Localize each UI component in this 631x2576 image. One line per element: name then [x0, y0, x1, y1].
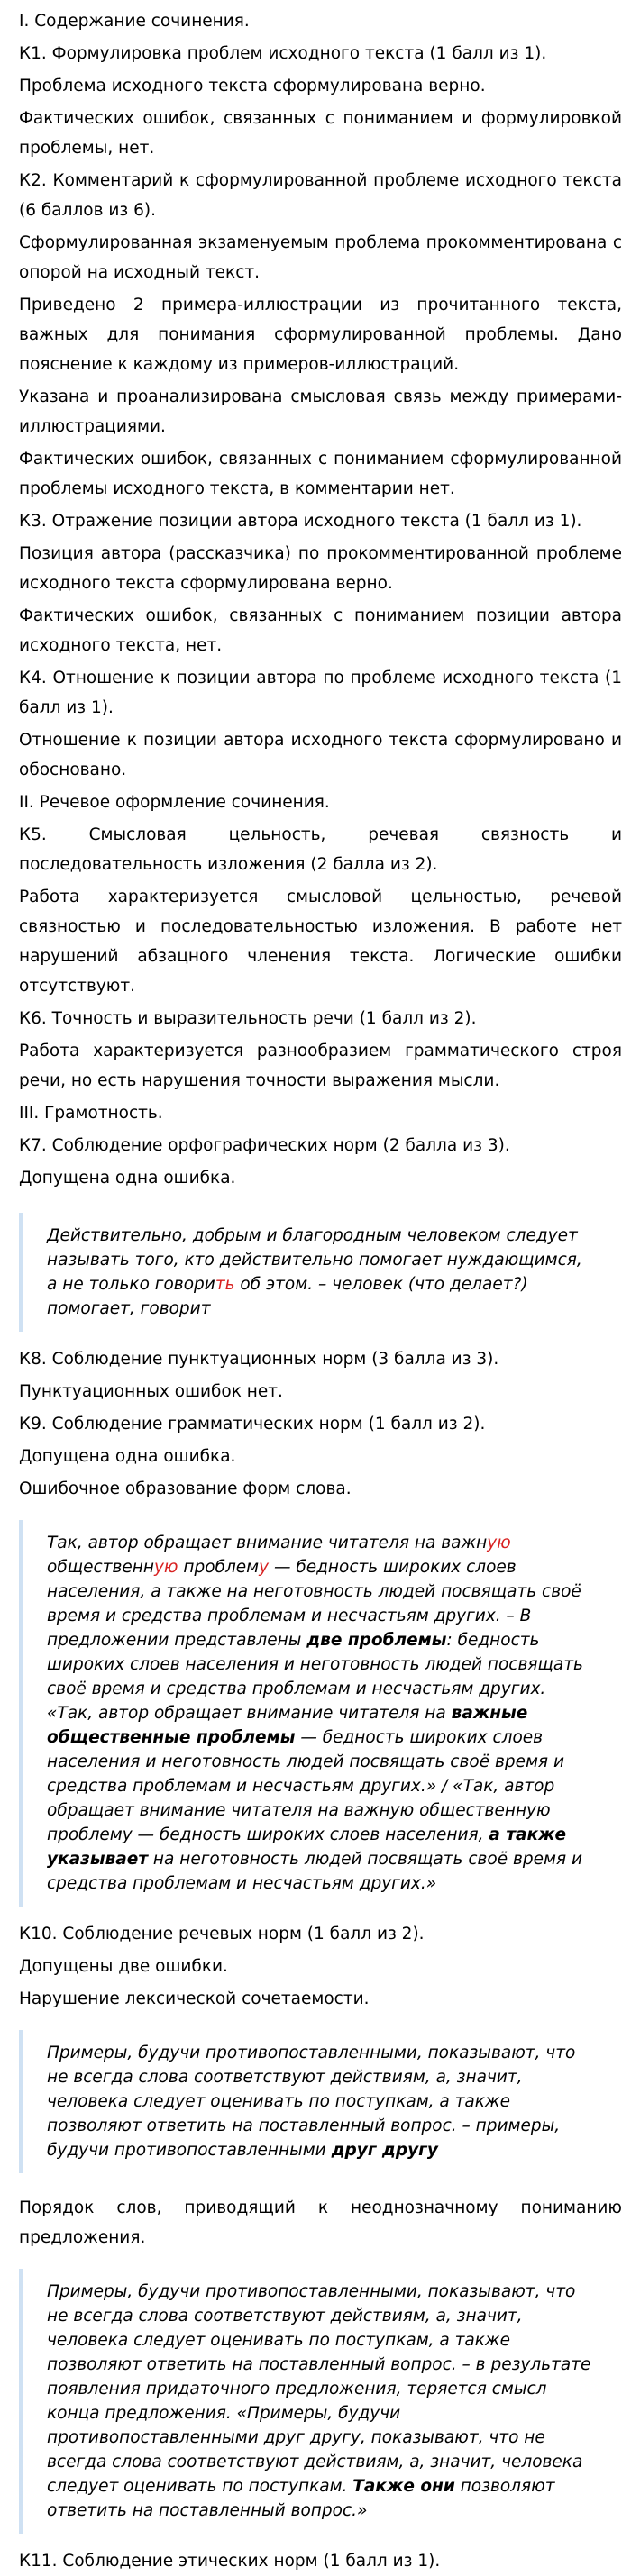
essay-evaluation	[0, 6, 631, 2576]
criterion-k7-comment: Допущена одна ошибка.	[19, 1169, 236, 1188]
criterion-k10-title: К10. Соблюдение речевых норм (1 балл из 2).	[19, 1925, 425, 1943]
bold-emphasis: две проблемы	[306, 1631, 447, 1650]
criterion-k9-title: К9. Соблюдение грамматических норм (1 балл из 2).	[19, 1415, 486, 1434]
section-heading-content: I. Содержание сочинения.	[19, 12, 250, 31]
criterion-k3-title: К3. Отражение позиции автора исходного текста (1 балл из 1).	[19, 512, 582, 531]
criterion-k8-title: К8. Соблюдение пунктуационных норм (3 балла из 3).	[19, 1350, 499, 1369]
criterion-k6-title: К6. Точность и выразительность речи (1 балл из 2).	[19, 1009, 477, 1028]
error-quote-k10-a	[19, 2030, 613, 2173]
criterion-k10-comment: Нарушение лексической сочетаемости.	[19, 1989, 370, 2008]
criterion-k2-title: К2. Комментарий к сформулированной проблеме исходного текста (6 баллов из 6).	[19, 171, 622, 220]
criterion-k7-title: К7. Соблюдение орфографических норм (2 балла из 3).	[19, 1136, 510, 1155]
quote-text: общественн	[47, 1558, 154, 1577]
section-c	[0, 1919, 631, 2014]
criterion-k3-comment: Позиция автора (рассказчика) по прокомментированной проблеме исходного текста сформулирована верно.	[19, 544, 622, 593]
quote-text: Действительно, добрым и благородным человеком следует называть того, кто действительно помогает нуждающимся, а не только говори	[47, 1226, 582, 1294]
criterion-k8-comment: Пунктуационных ошибок нет.	[19, 1382, 283, 1401]
criterion-k4-title: К4. Отношение к позиции автора по проблеме исходного текста (1 балл из 1).	[19, 669, 622, 717]
error-quote-k10-b	[19, 2269, 613, 2534]
section-a	[0, 6, 631, 1193]
bold-emphasis: друг другу	[331, 2141, 438, 2160]
quote-text: на неготовность людей посвящать своё время и средства проблемам и несчастьям других.»	[47, 1850, 582, 1893]
criterion-k9-comment: Допущена одна ошибка.	[19, 1447, 236, 1466]
quote-text: Примеры, будучи противопоставленными, показывают, что не всегда слова соответствуют действиям, а, значит, человека следует оценивать по поступкам, а также позволяют ответить на поставленный вопрос. – в результате появления придаточного предложения, теряется смысл конца предложения. «Примеры, будучи противопоставленными друг другу, показывают, что не всегда слова соответствуют действиям, а, значит, человека следует оценивать по поступкам.	[47, 2282, 591, 2496]
error-highlight: ую	[153, 1558, 178, 1577]
section-e	[0, 2546, 631, 2576]
criterion-k2-comment: Фактических ошибок, связанных с пониманием сформулированной проблемы исходного текста, в комментарии нет.	[19, 450, 622, 498]
bold-emphasis: Также они	[352, 2477, 455, 2496]
error-highlight: ть	[215, 1275, 235, 1294]
quote-text: — бедность широких слоев населения, а также на неготовность людей посвящать своё время и средства проблемам и несчастьям других. – В предложении представлены	[47, 1558, 581, 1650]
criterion-k1-title: К1. Формулировка проблем исходного текста (1 балл из 1).	[19, 44, 547, 63]
quote-text: — бедность широких слоев населения и неготовность людей посвящать своё время и средства проблемам и несчастьям других.» / «Так, автор обращает внимание читателя на важную общественную проблему — бедность широких слоев населения,	[47, 1728, 564, 1844]
criterion-k1-comment: Фактических ошибок, связанных с пониманием и формулировкой проблемы, нет.	[19, 109, 622, 158]
quote-text: Примеры, будучи противопоставленными, показывают, что не всегда слова соответствуют действиям, а, значит, человека следует оценивать по поступкам, а также позволяют ответить на поставленный вопрос. – примеры, будучи противопоставленными	[47, 2044, 576, 2160]
criterion-k1-comment: Проблема исходного текста сформулирована верно.	[19, 77, 486, 96]
criterion-k4-comment: Отношение к позиции автора исходного текста сформулировано и обосновано.	[19, 731, 622, 779]
error-highlight: у	[259, 1558, 270, 1577]
criterion-k2-comment: Сформулированная экзаменуемым проблема прокомментирована с опорой на исходный текст.	[19, 233, 622, 282]
criterion-k5-title: К5. Смысловая цельность, речевая связность и последовательность изложения (2 балла из 2).	[19, 825, 622, 874]
quote-text: позволяют ответить на поставленный вопрос.»	[47, 2477, 555, 2520]
bold-emphasis: а также указывает	[47, 1825, 567, 1869]
criterion-k9-comment: Ошибочное образование форм слова.	[19, 1479, 352, 1498]
criterion-k2-comment: Приведено 2 примера-иллюстрации из прочитанного текста, важных для понимания сформулированной проблемы. Дано пояснение к каждому из примеров-иллюстраций.	[19, 296, 622, 374]
criterion-k10-comment: Порядок слов, приводящий к неоднозначному пониманию предложения.	[19, 2198, 622, 2247]
quote-text: проблем	[178, 1558, 260, 1577]
criterion-k3-comment: Фактических ошибок, связанных с пониманием позиции автора исходного текста, нет.	[19, 606, 622, 655]
section-b	[0, 1344, 631, 1504]
error-quote-k7	[19, 1213, 613, 1332]
section-heading-literacy: III. Грамотность.	[19, 1104, 163, 1123]
criterion-k5-comment: Работа характеризуется смысловой цельностью, речевой связностью и последовательностью изложения. В работе нет нарушений абзацного членения текста. Логические ошибки отсутствуют.	[19, 887, 622, 996]
criterion-k6-comment: Работа характеризуется разнообразием грамматического строя речи, но есть нарушения точности выражения мысли.	[19, 1042, 622, 1090]
error-quote-k9	[19, 1520, 613, 1907]
section-heading-speech: II. Речевое оформление сочинения.	[19, 793, 330, 812]
error-highlight: ую	[487, 1534, 511, 1552]
bold-emphasis: важные общественные проблемы	[47, 1704, 528, 1747]
quote-text: об этом. – человек (что делает?) помогает, говорит	[47, 1275, 528, 1318]
criterion-k2-comment: Указана и проанализирована смысловая связь между примерами-иллюстрациями.	[19, 387, 622, 436]
criterion-k10-comment: Допущены две ошибки.	[19, 1957, 228, 1976]
section-d	[0, 2193, 631, 2253]
quote-text: : бедность широких слоев населения и неготовность людей посвящать своё время и средства проблемам и несчастьям других. «Так, автор обращает внимание читателя на	[47, 1631, 583, 1723]
quote-text: Так, автор обращает внимание читателя на важн	[47, 1534, 488, 1552]
criterion-k11-title: К11. Соблюдение этических норм (1 балл из 1).	[19, 2552, 441, 2571]
